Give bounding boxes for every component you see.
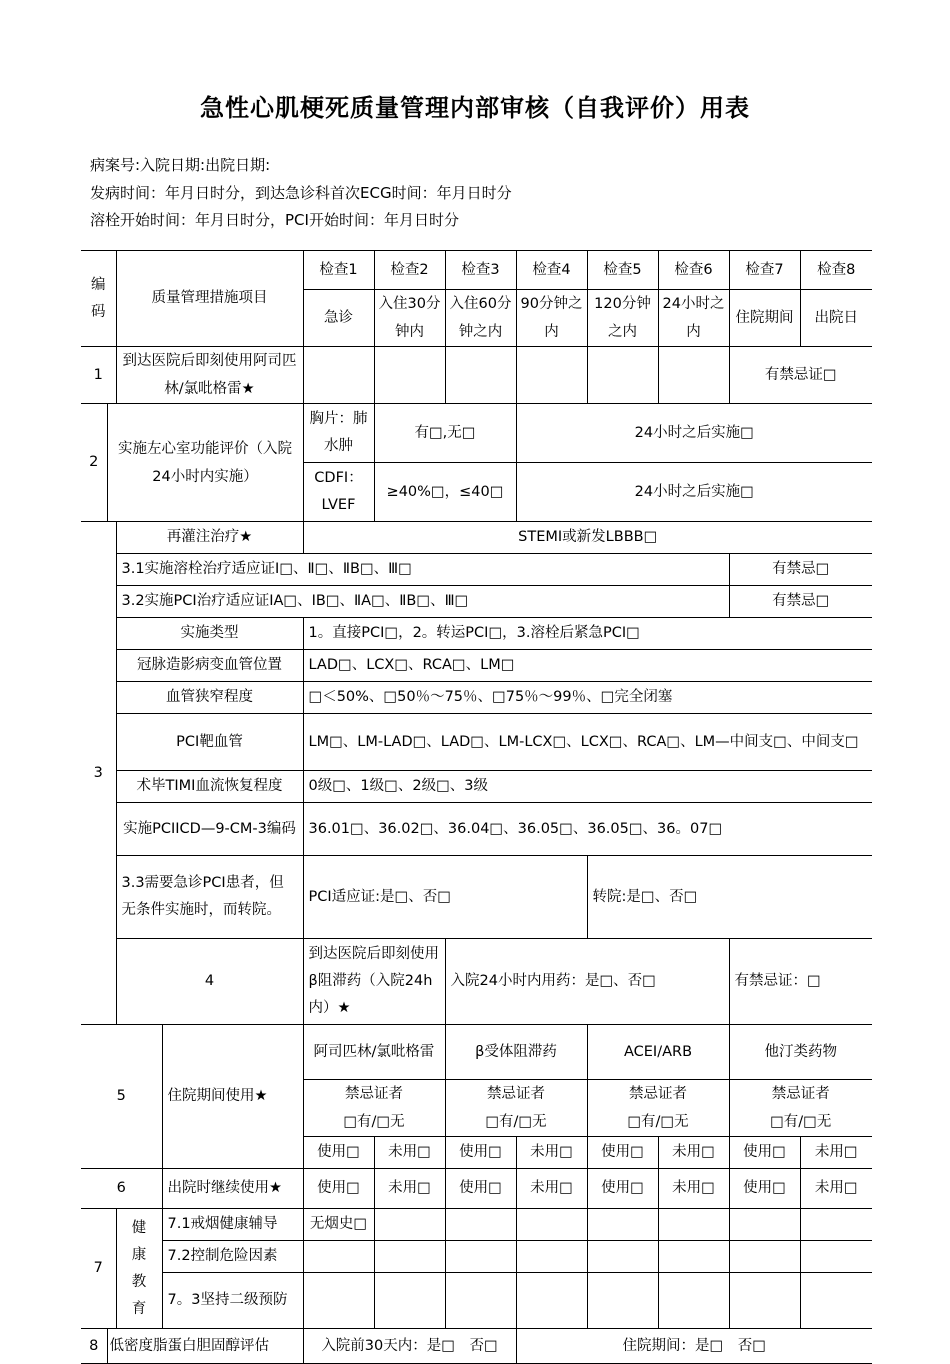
row-3-number: 3 xyxy=(81,522,116,1025)
row-7-2-check-4[interactable] xyxy=(516,1241,587,1273)
contra-label: 禁忌证者 xyxy=(771,1086,830,1102)
row-2-item: 实施左心室功能评价（入院24小时内实施） xyxy=(107,404,303,522)
row-8-number: 8 xyxy=(81,1329,107,1364)
contra-option[interactable]: □有/□无 xyxy=(627,1114,689,1130)
row-7-1-check-6[interactable] xyxy=(658,1209,729,1241)
header-time-1: 急诊 xyxy=(303,290,374,347)
row-7-3-check-8[interactable] xyxy=(800,1273,872,1329)
row-7-number: 7 xyxy=(81,1209,116,1329)
row-7-2-check-2[interactable] xyxy=(374,1241,445,1273)
row-7-group xyxy=(116,1209,162,1329)
row-3-1-contraindication[interactable]: 有禁忌□ xyxy=(729,554,872,586)
row-7-3-check-6[interactable] xyxy=(658,1273,729,1329)
row-8-item: 低密度脂蛋白胆固醇评估 xyxy=(107,1329,303,1364)
row-6-unused-2[interactable]: 未用□ xyxy=(516,1169,587,1209)
contra-option[interactable]: □有/□无 xyxy=(485,1114,547,1130)
contra-option[interactable]: □有/□无 xyxy=(343,1114,405,1130)
row-7-1-check-2[interactable] xyxy=(374,1209,445,1241)
header-item: 质量管理措施项目 xyxy=(116,251,303,347)
row-1-check-5[interactable] xyxy=(587,347,658,404)
header-time-3: 入住60分钟之内 xyxy=(445,290,516,347)
row-5-item: 住院期间使用★ xyxy=(162,1025,303,1169)
header-time-4: 90分钟之内 xyxy=(516,290,587,347)
row-5-used-4[interactable]: 使用□ xyxy=(729,1137,800,1169)
row-3-stenosis-label: 血管狭窄程度 xyxy=(116,682,303,714)
row-7-1-item: 7.1戒烟健康辅导 xyxy=(162,1209,303,1241)
row-7-2-check-1[interactable] xyxy=(303,1241,374,1273)
row-3-reperfusion-value[interactable]: STEMI或新发LBBB□ xyxy=(303,522,872,554)
row-8-before-admission[interactable]: 入院前30天内：是□ 否□ xyxy=(303,1329,516,1364)
row-4-number: 4 xyxy=(116,939,303,1025)
row-1-check-1[interactable] xyxy=(303,347,374,404)
row-3-location-value[interactable]: LAD□、LCX□、RCA□、LM□ xyxy=(303,650,872,682)
row-7-1-check-7[interactable] xyxy=(729,1209,800,1241)
row-3-2-pci[interactable]: 3.2实施PCI治疗适应证ⅠA□、ⅠB□、ⅡA□、ⅡB□、Ⅲ□ xyxy=(116,586,729,618)
row-5-used-3[interactable]: 使用□ xyxy=(587,1137,658,1169)
row-7-3-check-1[interactable] xyxy=(303,1273,374,1329)
row-5-contra-4[interactable] xyxy=(729,1080,872,1137)
row-6-used-3[interactable]: 使用□ xyxy=(587,1169,658,1209)
row-2-after-24h-1[interactable]: 24小时之后实施□ xyxy=(516,404,872,463)
header-code: 编码 xyxy=(81,251,116,347)
header-time-6: 24小时之内 xyxy=(658,290,729,347)
row-6-unused-3[interactable]: 未用□ xyxy=(658,1169,729,1209)
row-5-contra-2[interactable] xyxy=(445,1080,587,1137)
row-3-reperfusion: 再灌注治疗★ xyxy=(116,522,303,554)
row-3-3-pci-indication[interactable]: PCI适应证:是□、否□ xyxy=(303,856,587,939)
row-7-2-item: 7.2控制危险因素 xyxy=(162,1241,303,1273)
row-4-contraindication[interactable]: 有禁忌证：□ xyxy=(729,939,872,1025)
row-6-used-4[interactable]: 使用□ xyxy=(729,1169,800,1209)
row-2-xray-option[interactable]: 有□,无□ xyxy=(374,404,516,463)
row-2-cdfi: CDFI：LVEF xyxy=(303,463,374,522)
contra-label: 禁忌证者 xyxy=(345,1086,403,1102)
header-check-2: 检查2 xyxy=(374,251,445,290)
row-6-unused-4[interactable]: 未用□ xyxy=(800,1169,872,1209)
row-5-drug-acei-arb: ACEI/ARB xyxy=(587,1025,729,1080)
header-check-1: 检查1 xyxy=(303,251,374,290)
row-7-1-check-5[interactable] xyxy=(587,1209,658,1241)
meta-line-record: 病案号:入院日期:出院日期: xyxy=(90,156,271,174)
page-title: 急性心肌梗死质量管理内部审核（自我评价）用表 xyxy=(200,94,750,122)
row-6-item: 出院时继续使用★ xyxy=(162,1169,303,1209)
row-1-item: 到达医院后即刻使用阿司匹林/氯吡格雷★ xyxy=(116,347,303,404)
row-3-stenosis-value[interactable]: □＜50%、□50％～75％、□75％～99％、□完全闭塞 xyxy=(303,682,872,714)
row-2-cdfi-option[interactable]: ≥40%□，≤40□ xyxy=(374,463,516,522)
row-5-drug-beta-blocker: β受体阻滞药 xyxy=(445,1025,587,1080)
header-check-5: 检查5 xyxy=(587,251,658,290)
row-3-timi-value[interactable]: 0级□、1级□、2级□、3级 xyxy=(303,771,872,803)
row-5-used-1[interactable]: 使用□ xyxy=(303,1137,374,1169)
row-2-xray: 胸片：肺水肿 xyxy=(303,404,374,463)
header-time-8: 出院日 xyxy=(800,290,872,347)
row-3-type-label: 实施类型 xyxy=(116,618,303,650)
row-7-3-item: 7。3坚持二级预防 xyxy=(162,1273,303,1329)
row-3-1-thrombolysis[interactable]: 3.1实施溶栓治疗适应证Ⅰ□、Ⅱ□、ⅡB□、Ⅲ□ xyxy=(116,554,729,586)
row-2-number: 2 xyxy=(81,404,107,522)
row-3-target-value[interactable]: LM□、LM-LAD□、LAD□、LM-LCX□、LCX□、RCA□、LM—中间支□、中间支□ xyxy=(303,714,872,771)
row-4-item: 到达医院后即刻使用β阻滞药（入院24h内）★ xyxy=(303,939,445,1025)
contra-label: 禁忌证者 xyxy=(629,1086,687,1102)
row-5-drug-statin: 他汀类药物 xyxy=(729,1025,872,1080)
row-7-3-check-3[interactable] xyxy=(445,1273,516,1329)
row-8-during-stay[interactable]: 住院期间：是□ 否□ xyxy=(516,1329,872,1364)
row-5-drug-aspirin: 阿司匹林/氯吡格雷 xyxy=(303,1025,445,1080)
row-7-2-check-6[interactable] xyxy=(658,1241,729,1273)
row-3-2-contraindication[interactable]: 有禁忌□ xyxy=(729,586,872,618)
row-2-after-24h-2[interactable]: 24小时之后实施□ xyxy=(516,463,872,522)
row-7-2-check-3[interactable] xyxy=(445,1241,516,1273)
row-1-check-4[interactable] xyxy=(516,347,587,404)
row-5-unused-4[interactable]: 未用□ xyxy=(800,1137,872,1169)
row-7-2-check-8[interactable] xyxy=(800,1241,872,1273)
row-7-1-check-8[interactable] xyxy=(800,1209,872,1241)
header-time-5: 120分钟之内 xyxy=(587,290,658,347)
row-5-unused-1[interactable]: 未用□ xyxy=(374,1137,445,1169)
row-7-group-label: 健康教育 xyxy=(131,1219,147,1317)
row-3-type-value[interactable]: 1。直接PCI□，2。转运PCI□，3.溶栓后紧急PCI□ xyxy=(303,618,872,650)
row-1-number: 1 xyxy=(81,347,116,404)
audit-table xyxy=(81,250,872,1364)
contra-label: 禁忌证者 xyxy=(487,1086,545,1102)
row-5-number: 5 xyxy=(81,1025,162,1169)
row-5-contra-3[interactable] xyxy=(587,1080,729,1137)
header-check-3: 检查3 xyxy=(445,251,516,290)
header-check-7: 检查7 xyxy=(729,251,800,290)
row-3-3-transfer: 3.3需要急诊PCI患者，但无条件实施时，而转院。 xyxy=(116,856,303,939)
contra-option[interactable]: □有/□无 xyxy=(770,1114,832,1130)
row-7-2-check-5[interactable] xyxy=(587,1241,658,1273)
row-3-target-label: PCI靶血管 xyxy=(116,714,303,771)
row-7-1-check-4[interactable] xyxy=(516,1209,587,1241)
row-3-3-transfer-option[interactable]: 转院:是□、否□ xyxy=(587,856,872,939)
row-7-2-check-7[interactable] xyxy=(729,1241,800,1273)
row-6-used-2[interactable]: 使用□ xyxy=(445,1169,516,1209)
row-7-1-no-smoking[interactable]: 无烟史□ xyxy=(303,1209,374,1241)
meta-line-onset: 发病时间：年月日时分，到达急诊科首次ECG时间：年月日时分 xyxy=(90,184,512,202)
row-7-3-check-7[interactable] xyxy=(729,1273,800,1329)
row-5-unused-3[interactable]: 未用□ xyxy=(658,1137,729,1169)
row-4-use[interactable]: 入院24小时内用药：是□、否□ xyxy=(445,939,729,1025)
header-time-2: 入住30分钟内 xyxy=(374,290,445,347)
row-3-location-label: 冠脉造影病变血管位置 xyxy=(116,650,303,682)
row-7-3-check-2[interactable] xyxy=(374,1273,445,1329)
header-check-8: 检查8 xyxy=(800,251,872,290)
row-3-icd-value[interactable]: 36.01□、36.02□、36.04□、36.05□、36.05□、36。07□ xyxy=(303,803,872,856)
row-1-contraindication[interactable]: 有禁忌证□ xyxy=(729,347,872,404)
row-1-check-2[interactable] xyxy=(374,347,445,404)
row-5-unused-2[interactable]: 未用□ xyxy=(516,1137,587,1169)
meta-line-thrombolysis: 溶栓开始时间：年月日时分，PCI开始时间：年月日时分 xyxy=(90,211,459,229)
header-check-4: 检查4 xyxy=(516,251,587,290)
row-5-used-2[interactable]: 使用□ xyxy=(445,1137,516,1169)
row-3-icd-label: 实施PCIICD—9-CM-3编码 xyxy=(116,803,303,856)
row-6-unused-1[interactable]: 未用□ xyxy=(374,1169,445,1209)
row-3-timi-label: 术毕TIMI血流恢复程度 xyxy=(116,771,303,803)
row-7-3-check-5[interactable] xyxy=(587,1273,658,1329)
row-1-check-3[interactable] xyxy=(445,347,516,404)
row-6-used-1[interactable]: 使用□ xyxy=(303,1169,374,1209)
row-7-3-check-4[interactable] xyxy=(516,1273,587,1329)
row-5-contra-1[interactable] xyxy=(303,1080,445,1137)
row-1-check-6[interactable] xyxy=(658,347,729,404)
row-7-1-check-3[interactable] xyxy=(445,1209,516,1241)
row-6-number: 6 xyxy=(81,1169,162,1209)
header-check-6: 检查6 xyxy=(658,251,729,290)
header-time-7: 住院期间 xyxy=(729,290,800,347)
